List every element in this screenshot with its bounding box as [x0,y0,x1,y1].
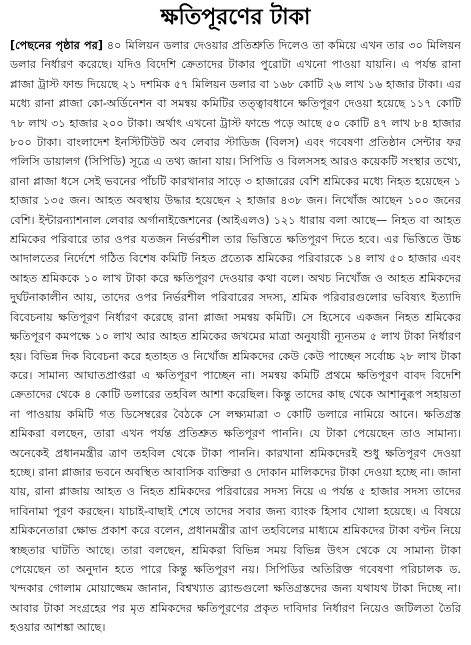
article-body [10,36,461,638]
article-body-text: ৪০ মিলিয়ন ডলার দেওয়ার প্রতিশ্রুতি দিলেও তা কমিয়ে এখন তার ৩০ মিলিয়ন ডলার নির্ধারণ করেছে। যদিও বিদেশি ক্রেতাদের টাকার পুরোটা এখনো পাওয়া যায়নি। এ পর্যন্ত রানা প্লাজা ট্রাস্ট ফান্ড দিয়েছে ২১ দশমিক ৫৭ মিলিয়ন ডলার বা ১৬৮ কোটি ২৬ লাখ ১৬ হাজার টাকা। এর মধ্যে রানা প্লাজা কো-অর্ডিনেশন বা সমন্বয় কমিটির তত্ত্বাবধানে ক্ষতিপূরণ দেওয়া হয়েছে ১১৭ কোটি ৭৮ লাখ ৩১ হাজার ২০০ টাকা। অর্থাৎ এখনো ট্রাস্ট ফান্ডে পড়ে আছে ৫০ কোটি ৪৭ লাখ ৮৪ হাজার ৮০০ টাকা। বাংলাদেশ ইনস্টিটিউট অব লেবার স্টাডিজ (বিলস) এবং গবেষণা প্রতিষ্ঠান সেন্টার ফর পলিসি ডায়ালগ (সিপিডি) সূত্রে এ তথ্য জানা যায়। সিপিডি ও বিলসসহ আরও কয়েকটি সংস্থার তথ্যে, রানা প্লাজা ধসে সেই ভবনের পাঁচটি কারখানার সাড়ে ৩ হাজারের বেশি শ্রমিকের মধ্যে নিহত হয়েছেন ১ হাজার ১৩৫ জন। আহত অবস্থায় উদ্ধার হয়েছেন ২ হাজার ৪৩৮ জন। নিখোঁজ আছেন ১০০ জনের বেশি। ইন্টারন্যাশনাল লেবার অর্গানাইজেশনের (আইএলও) ১২১ ধারায় বলা আছে— নিহত বা আহত শ্রমিকের পরিবারে তার ওপর যতজন নির্ভরশীল তার ভিত্তিতে ক্ষতিপূরণ দিতে হবে। এর ভিত্তিতে উচ্চ আদালতের নির্দেশে গঠিত বিশেষ কমিটি নিহত প্রত্যেক শ্রমিকের পরিবারকে ১৪ লাখ ৫০ হাজার এবং আহত শ্রমিককে ১০ লাখ টাকা করে ক্ষতিপূরণ দেওয়ার কথা বলে। অথচ নিখোঁজ ও আহত শ্রমিকদের দুর্ঘটনাকালীন আয়, তাদের ওপর নির্ভরশীল পরিবারের সদস্য, শ্রমিক পরিবারগুলোর ভবিষ্যৎ ইত্যাদি বিবেচনায় ক্ষতিপূরণ নির্ধারণ করেছে রানা প্লাজা সমন্বয় কমিটি। সে হিসেবে একজন নিহত শ্রমিকের ক্ষতিপূরণ কমপক্ষে ১০ লাখ আর আহত শ্রমিকের জখমের মাত্রা অনুযায়ী ন্যূনতম ৫ লাখ টাকা নির্ধারণ হয়। বিভিন্ন দিক বিবেচনা করে হতাহত ও নিখোঁজ শ্রমিকদের কেউ কেউ পাচ্ছেন সর্বোচ্চ ২৮ লাখ টাকা করে। সামান্য আঘাতপ্রাপ্তরা এ ক্ষতিপূরণ পাচ্ছেন না। সমন্বয় কমিটি প্রথমে ক্ষতিপূরণ বাবদ বিদেশি ক্রেতাদের থেকে ৪ কোটি ডলারের তহবিল আশা করেছিল। কিন্তু তাদের কাছ থেকে আশানুরূপ সহায়তা না পাওয়ায় কমিটি গত ডিসেম্বরের বৈঠকে সে লক্ষ্যমাত্রা ৩ কোটি ডলারে নামিয়ে আনে। ক্ষতিগ্রস্ত শ্রমিকরা বলছেন, তারা এখন পর্যন্ত প্রতিশ্রুত ক্ষতিপূরণ পাননি। যে টাকা পেয়েছেন তাও সামান্য। অনেকেই প্রধানমন্ত্রীর ত্রাণ তহবিল থেকে টাকা পাননি। কারখানা শ্রমিকদেরই শুধু ক্ষতিপূরণ দেওয়া হচ্ছে। রানা প্লাজার ভবনে অবস্থিত আবাসিক ব্যক্তিরা ও দোকান মালিকদের টাকা দেওয়া হচ্ছে না। জানা যায়, রানা প্লাজায় আহত ও নিহত শ্রমিকদের পরিবারের সদস্য নিয়ে এ পর্যন্ত ৫ হাজার সদস্য তাদের দাবিনামা পূরণ করছেন। যাচাই-বাছাই শেষে তাদের সবার জন্য ব্যাংক হিসাব খোলা হয়েছে। এ বিষয়ে শ্রমিকনেতারা ক্ষোভ প্রকাশ করে বলেন, প্রধানমন্ত্রীর ত্রাণ তহবিলের মাধ্যমে শ্রমিকদের টাকা বণ্টন নিয়ে স্বচ্ছতার ঘাটতি আছে। তারা বলছেন, শ্রমিকরা বিভিন্ন সময় বিভিন্ন উৎস থেকে যে সামান্য টাকা পেয়েছেন তা অনুদান হতে পারে কিন্তু ক্ষতিপূরণ নয়। সিপিডির অতিরিক্ত গবেষণা পরিচালক ড. খন্দকার গোলাম মোয়াজ্জেম জানান, বিশ্বখ্যাত ব্র্যান্ডগুলো ক্ষতিগ্রস্তদের জন্য যথাযথ টাকা দিচ্ছে না। আবার টাকা সংগ্রহের পর মৃত শ্রমিকদের ক্ষতিপূরণের প্রকৃত দাবিদার নির্ধারণ নিয়েও জটিলতা তৈরি হওয়ার আশঙ্কা আছে। [10,39,461,635]
article-headline: ক্ষতিপূরণের টাকা [160,5,311,30]
continuation-kicker: [পেছনের পৃষ্ঠার পর] [10,39,103,52]
